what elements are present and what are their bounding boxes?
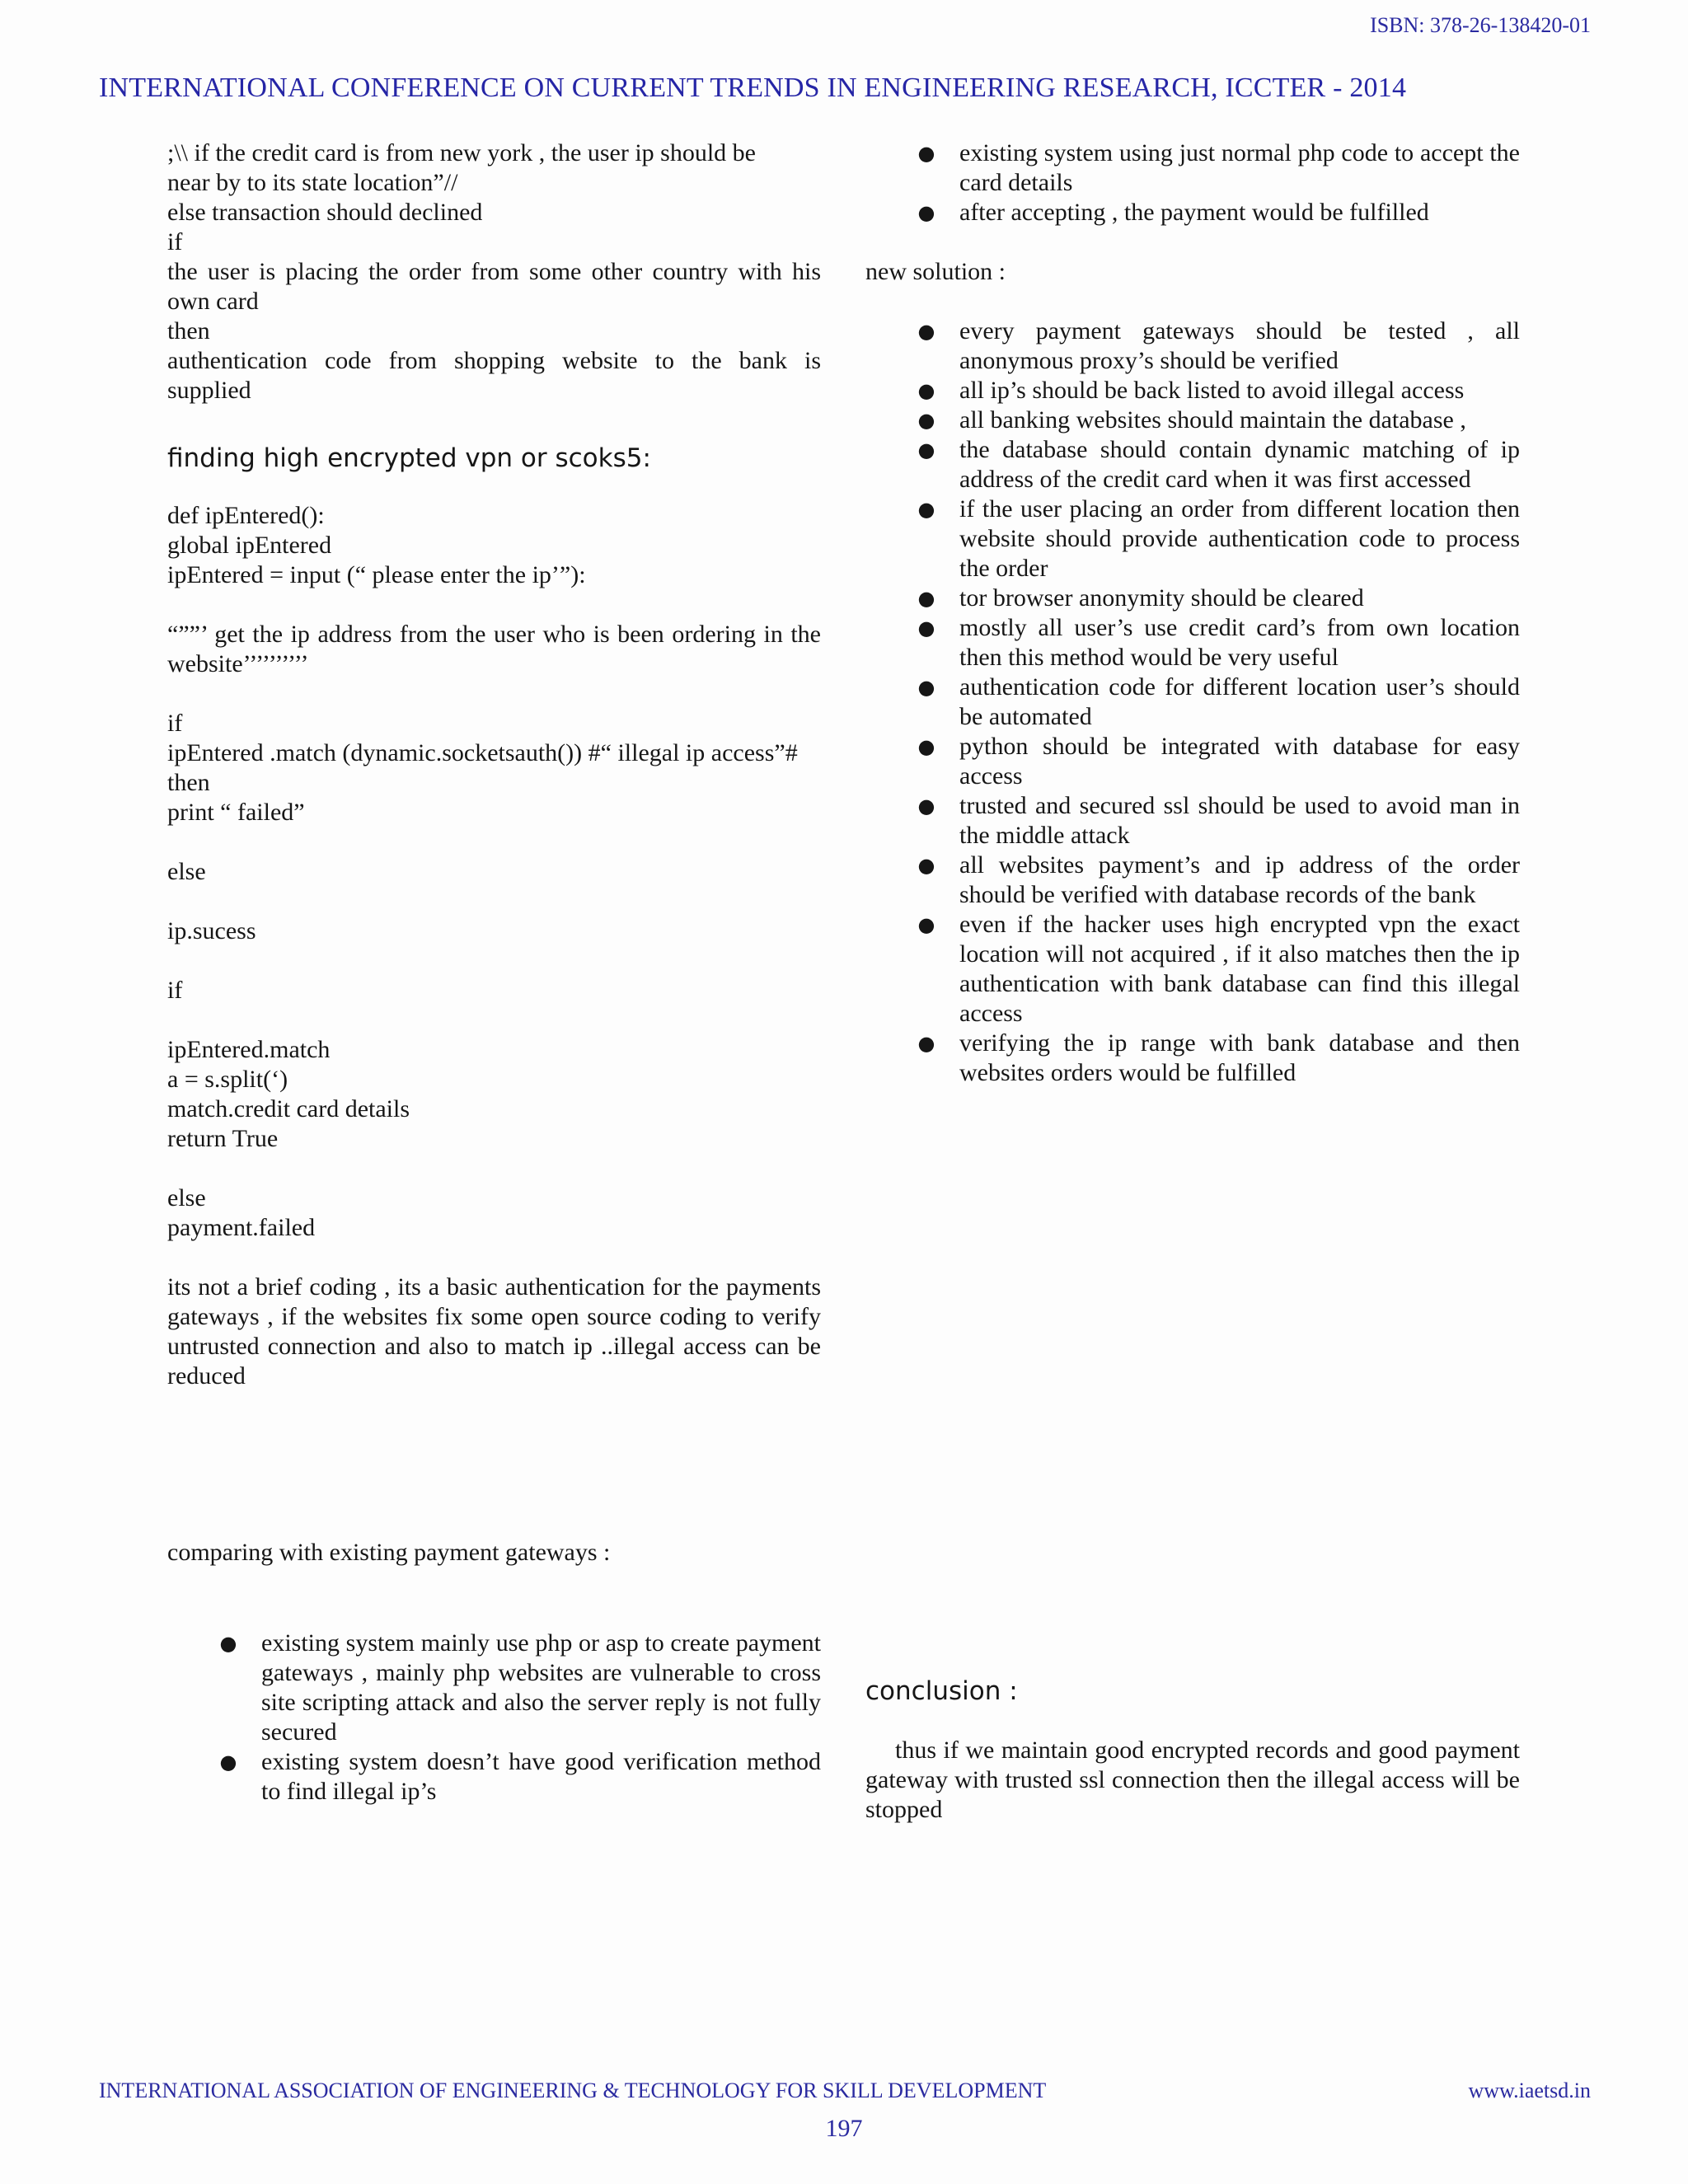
text-line: the user is placing the order from some other country with his own card — [167, 258, 821, 315]
list-item: ● python should be integrated with database for easy access — [959, 732, 1520, 791]
bullet-icon: ● — [917, 854, 935, 877]
text-line: else transaction should declined — [167, 199, 483, 226]
bullet-icon: ● — [917, 913, 935, 936]
list-item: ● all ip’s should be back listed to avoid illegal access — [959, 376, 1520, 405]
code-line: print “ failed” — [167, 799, 305, 826]
code-line: global ipEntered — [167, 532, 332, 559]
list-item: ● existing system mainly use php or asp to create payment gateways , mainly php websites are vulnerable to cross site scripting attack and also the server reply is not fully secured — [261, 1629, 821, 1747]
bullet-icon: ● — [917, 616, 935, 640]
list-item: ● trusted and secured ssl should be used to avoid man in the middle attack — [959, 791, 1520, 851]
code-line: else — [167, 858, 206, 885]
bullet-icon: ● — [917, 142, 935, 165]
conclusion-paragraph: thus if we maintain good encrypted records and good payment gateway with trusted ssl connection then the illegal access will be stopped — [865, 1736, 1520, 1823]
bullet-icon: ● — [917, 1032, 935, 1055]
section-heading-vpn: finding high encrypted vpn or scoks5: — [167, 443, 651, 473]
list-item: ● the database should contain dynamic matching of ip address of the credit card when it was first accessed — [959, 435, 1520, 494]
code-line: then — [167, 769, 210, 796]
bullet-icon: ● — [917, 409, 935, 432]
bullet-icon: ● — [917, 735, 935, 758]
existing-system-list — [917, 138, 1520, 227]
code-line: a = s.split(‘) — [167, 1066, 288, 1093]
text-line: ;\\ if the credit card is from new york , the user ip should be — [167, 139, 756, 166]
conclusion-section — [865, 1676, 1520, 1825]
text-line: if — [167, 228, 183, 255]
list-item: ● even if the hacker uses high encrypted vpn the exact location will not acquired , if it also matches then the ip authentication with bank database can find this illegal access — [959, 910, 1520, 1029]
code-line: return True — [167, 1125, 279, 1152]
code-line: def ipEntered(): — [167, 502, 325, 529]
bullet-icon: ● — [917, 498, 935, 521]
bullet-icon: ● — [917, 379, 935, 402]
code-line: payment.failed — [167, 1214, 316, 1241]
list-item: ● mostly all user’s use credit card’s from own location then this method would be very useful — [959, 613, 1520, 673]
bullet-icon: ● — [219, 1750, 237, 1774]
list-item: ● all banking websites should maintain the database , — [959, 405, 1520, 435]
right-column — [865, 138, 1520, 1088]
bullet-icon: ● — [917, 438, 935, 462]
comparing-list — [219, 1629, 821, 1807]
list-item: ● existing system using just normal php code to accept the card details — [959, 138, 1520, 198]
bullet-icon: ● — [917, 676, 935, 699]
code-line: ipEntered = input (“ please enter the ip’”): — [167, 561, 586, 588]
code-line: ipEntered.match — [167, 1036, 331, 1063]
text-line: authentication code from shopping website to the bank is supplied — [167, 347, 821, 404]
bullet-icon: ● — [917, 320, 935, 343]
code-line: ip.sucess — [167, 917, 256, 944]
list-item: ● every payment gateways should be tested , all anonymous proxy’s should be verified — [959, 316, 1520, 376]
list-item: ● tor browser anonymity should be cleared — [959, 583, 1520, 613]
code-line: else — [167, 1184, 206, 1212]
list-item: ● existing system doesn’t have good verification method to find illegal ip’s — [261, 1747, 821, 1807]
list-item: ● verifying the ip range with bank database and then websites orders would be fulfilled — [959, 1029, 1520, 1088]
new-solution-label: new solution : — [865, 258, 1006, 285]
code-line: ipEntered .match (dynamic.socketsauth()) #“ illegal ip access”# — [167, 739, 798, 766]
left-column — [167, 138, 821, 1807]
list-item: ● authentication code for different location user’s should be automated — [959, 673, 1520, 732]
footer-website: www.iaetsd.in — [1468, 2079, 1591, 2102]
list-item: ● after accepting , the payment would be fulfilled — [959, 198, 1520, 227]
code-line: match.credit card details — [167, 1095, 410, 1122]
conclusion-heading: conclusion : — [865, 1676, 1018, 1706]
bullet-icon: ● — [917, 201, 935, 224]
bullet-icon: ● — [219, 1632, 237, 1655]
text-line: then — [167, 317, 210, 344]
bullet-icon: ● — [917, 794, 935, 818]
list-item: ● all websites payment’s and ip address of the order should be verified with database records of the bank — [959, 851, 1520, 910]
page-number: 197 — [825, 2115, 863, 2142]
solution-list — [917, 316, 1520, 1088]
text-line: near by to its state location”// — [167, 169, 458, 196]
code-line: if — [167, 710, 183, 737]
bullet-icon: ● — [917, 587, 935, 610]
comparing-heading: comparing with existing payment gateways : — [167, 1539, 611, 1566]
list-item: ● if the user placing an order from different location then website should provide authentication code to process the order — [959, 494, 1520, 583]
conference-title: INTERNATIONAL CONFERENCE ON CURRENT TRENDS IN ENGINEERING RESEARCH, ICCTER - 2014 — [99, 73, 1407, 103]
code-docstring: “””’ get the ip address from the user who is been ordering in the website’’’’’’’’’’ — [167, 621, 821, 677]
footer-organization: INTERNATIONAL ASSOCIATION OF ENGINEERING & TECHNOLOGY FOR SKILL DEVELOPMENT — [99, 2079, 1047, 2102]
summary-paragraph: its not a brief coding , its a basic authentication for the payments gateways , if the websites fix some open source coding to verify untrusted connection and also to match ip ..illegal access can be reduced — [167, 1273, 821, 1390]
code-line: if — [167, 977, 183, 1004]
isbn-label: ISBN: 378-26-138420-01 — [1370, 13, 1591, 37]
